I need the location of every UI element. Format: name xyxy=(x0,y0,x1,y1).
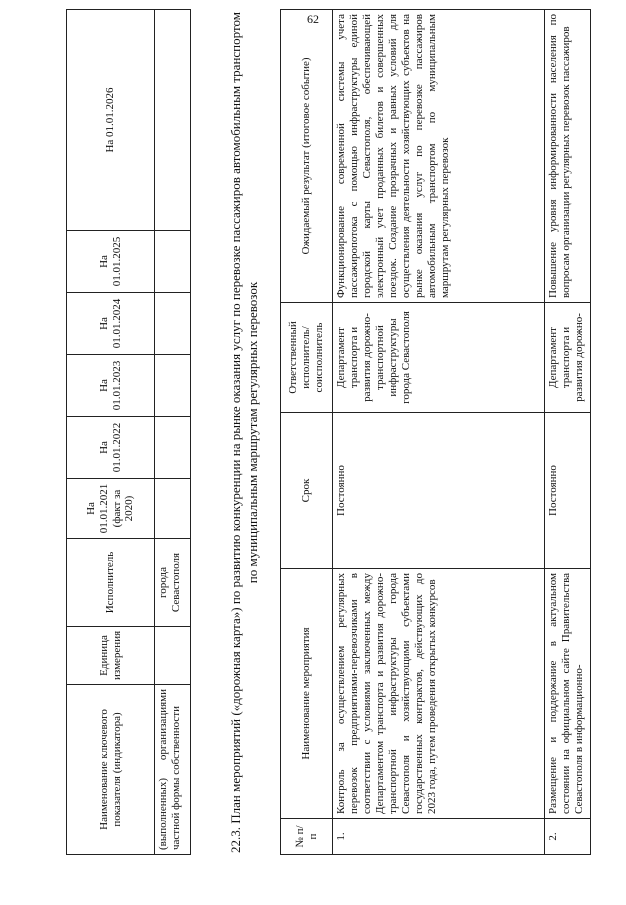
kpi-header-2022: На 01.01.2022 xyxy=(67,417,155,479)
kpi-2021-cell xyxy=(155,479,191,539)
kpi-header-executor: Исполнитель xyxy=(67,539,155,627)
kpi-header-2026: На 01.01.2026 xyxy=(67,10,155,231)
plan-row xyxy=(333,10,545,855)
plan-header-responsible: Ответственный исполнитель/ соисполнитель xyxy=(281,303,333,413)
plan-header-row xyxy=(281,10,333,855)
kpi-executor-cell: города Севастополя xyxy=(155,539,191,627)
kpi-header-2024: На 01.01.2024 xyxy=(67,293,155,355)
plan-header-num: № п/п xyxy=(281,819,333,855)
kpi-header-indicator: Наименование ключевого показателя (индикатора) xyxy=(67,685,155,855)
plan-row-term: Постоянно xyxy=(545,413,591,569)
kpi-header-unit: Единица измерения xyxy=(67,627,155,685)
plan-row-name: Контроль за осуществлением регулярных перевозок предприятиями-перевозчиками в соответствии с условиями заключенных между Департаментом транспорта и развития дорожно-транспортной инфраструктуры города Севастополя и хозяйствующими субъектами государственных контрактов, действующих до 2023 года, путем проведения открытых конкурсов xyxy=(333,569,545,819)
plan-row-responsible: Департамент транспорта и развития дорожно- xyxy=(545,303,591,413)
kpi-table xyxy=(66,9,191,855)
kpi-data-row xyxy=(155,10,191,855)
kpi-unit-cell xyxy=(155,627,191,685)
plan-row-num: 2. xyxy=(545,819,591,855)
kpi-header-row xyxy=(67,10,155,855)
kpi-2022-cell xyxy=(155,417,191,479)
plan-row-result: Функционирование современной системы учета пассажиропотока с помощью инфраструктуры единой городской карты Севастополя, обеспечивающей электронный учет проданных билетов и совершенных поездок. Создание прозрачных и равных условий для осуществления деятельности хозяйствующих субъектов на рынке оказания услуг по перевозке пассажиров автомобильным транспортом по муниципальным маршрутам регулярных перевозок xyxy=(333,10,545,303)
kpi-2025-cell xyxy=(155,231,191,293)
plan-header-result: Ожидаемый результат (итоговое событие) xyxy=(281,10,333,303)
kpi-header-2025: На 01.01.2025 xyxy=(67,231,155,293)
plan-header-name: Наименование мероприятия xyxy=(281,569,333,819)
page-number: 62 xyxy=(307,12,319,26)
kpi-2026-cell xyxy=(155,10,191,231)
plan-row-term: Постоянно xyxy=(333,413,545,569)
plan-row xyxy=(545,10,591,855)
kpi-header-2023: На 01.01.2023 xyxy=(67,355,155,417)
kpi-2023-cell xyxy=(155,355,191,417)
plan-row-result: Повышение уровня информированности населения по вопросам организации регулярных перевозок пассажиров xyxy=(545,10,591,303)
section-heading: 22.3. План мероприятий («дорожная карта») по развитию конкуренции на рынке оказания услуг по перевозке пассажиров автомобильным транспортом по муниципальным маршрутам регулярных перевозок xyxy=(228,12,260,853)
plan-row-num: 1. xyxy=(333,819,545,855)
kpi-header-2021: На 01.01.2021 (факт за 2020) xyxy=(67,479,155,539)
kpi-2024-cell xyxy=(155,293,191,355)
plan-row-name: Размещение и поддержание в актуальном состоянии на официальном сайте Правительства Севастополя в информационно- xyxy=(545,569,591,819)
plan-row-responsible: Департамент транспорта и развития дорожно-транспортной инфраструктуры города Севастополя xyxy=(333,303,545,413)
plan-table xyxy=(280,9,591,855)
plan-header-term: Срок xyxy=(281,413,333,569)
kpi-indicator-cell: (выполненных) организациями частной формы собственности xyxy=(155,685,191,855)
